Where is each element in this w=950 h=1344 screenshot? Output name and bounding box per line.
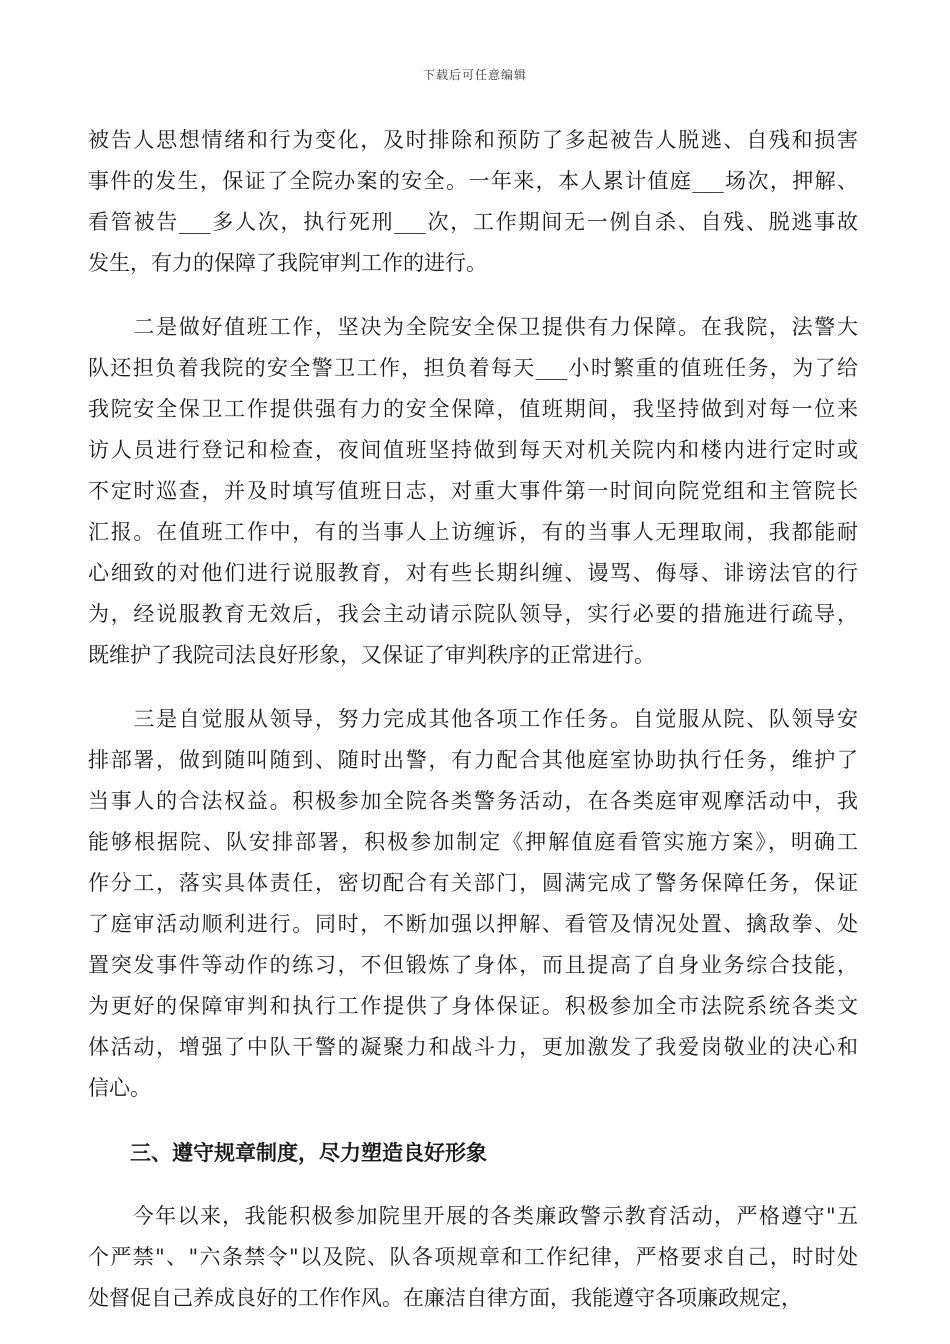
- text-line: 为更好的保障审判和执行工作提供了身体保证。积极参加全市法院系统各类文: [88, 994, 858, 1018]
- paragraph: [88, 307, 858, 676]
- text-line: 了庭审活动顺利进行。同时，不断加强以押解、看管及情况处置、擒敌拳、处: [88, 912, 858, 936]
- text-line: 不定时巡查，并及时填写值班日志，对重大事件第一时间向院党组和主管院长: [88, 479, 858, 503]
- text-line: 个严禁"、"六条禁令"以及院、队各项规章和工作纪律，严格要求自己，时时处: [88, 1245, 858, 1269]
- text-line: 访人员进行登记和检查，夜间值班坚持做到每天对机关院内和楼内进行定时或: [88, 438, 858, 462]
- text-line: 被告人思想情绪和行为变化，及时排除和预防了多起被告人脱逃、自残和损害: [88, 128, 858, 152]
- paragraph-spacer: [88, 676, 858, 699]
- text-line: 三是自觉服从领导，努力完成其他各项工作任务。自觉服从院、队领导安: [88, 707, 858, 731]
- paragraph: [88, 120, 858, 284]
- paragraph-spacer: [88, 284, 858, 307]
- text-line: 能够根据院、队安排部署，积极参加制定《押解值庭看管实施方案》，明确工: [88, 830, 858, 854]
- text-line: 事件的发生，保证了全院办案的安全。一年来，本人累计值庭___场次，押解、: [88, 169, 858, 193]
- text-line: 我院安全保卫工作提供强有力的安全保障，值班期间，我坚持做到对每一位来: [88, 397, 858, 421]
- text-line: 二是做好值班工作，坚决为全院安全保卫提供有力保障。在我院，法警大: [88, 315, 858, 339]
- text-line: 看管被告___多人次，执行死刑___次，工作期间无一例自杀、自残、脱逃事故: [88, 210, 858, 234]
- text-line: 信心。: [88, 1076, 151, 1100]
- text-line: 处督促自己养成良好的工作作风。在廉洁自律方面，我能遵守各项廉政规定，: [88, 1286, 802, 1310]
- paragraph: [88, 699, 858, 1109]
- paragraph-spacer: [88, 1109, 858, 1132]
- text-line: 为，经说服教育无效后，我会主动请示院队领导，实行必要的措施进行疏导，: [88, 602, 858, 626]
- section-heading: [88, 1132, 858, 1173]
- text-line: 作分工，落实具体责任，密切配合有关部门，圆满完成了警务保障任务，保证: [88, 871, 858, 895]
- paragraph-spacer: [88, 1173, 858, 1196]
- text-line: 今年以来，我能积极参加院里开展的各类廉政警示教育活动，严格遵守"五: [88, 1204, 858, 1228]
- paragraph: [88, 1196, 858, 1319]
- text-line: 体活动，增强了中队干警的凝聚力和战斗力，更加激发了我爱岗敬业的决心和: [88, 1035, 858, 1059]
- document-body: [88, 120, 858, 1319]
- text-line: 心细致的对他们进行说服教育，对有些长期纠缠、谩骂、侮辱、诽谤法官的行: [88, 561, 858, 585]
- text-line: 汇报。在值班工作中，有的当事人上访缠诉，有的当事人无理取闹，我都能耐: [88, 520, 858, 544]
- text-line: 置突发事件等动作的练习，不但锻炼了身体，而且提高了自身业务综合技能，: [88, 953, 858, 977]
- page-header: 下载后可任意编辑: [422, 68, 527, 82]
- text-line: 三、遵守规章制度，尽力塑造良好形象: [88, 1140, 487, 1165]
- text-line: 排部署，做到随叫随到、随时出警，有力配合其他庭室协助执行任务，维护了: [88, 748, 858, 772]
- text-line: 发生，有力的保障了我院审判工作的进行。: [88, 251, 487, 275]
- text-line: 队还担负着我院的安全警卫工作，担负着每天___小时繁重的值班任务，为了给: [88, 356, 858, 380]
- text-line: 当事人的合法权益。积极参加全院各类警务活动，在各类庭审观摩活动中，我: [88, 789, 858, 813]
- text-line: 既维护了我院司法良好形象，又保证了审判秩序的正常进行。: [88, 643, 655, 667]
